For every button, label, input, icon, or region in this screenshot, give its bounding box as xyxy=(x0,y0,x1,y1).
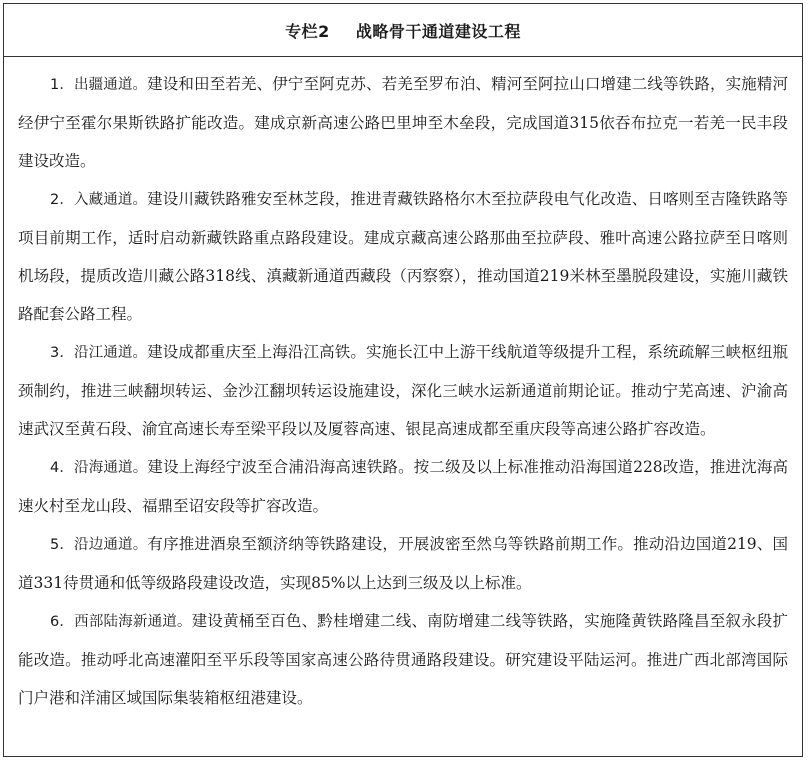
item-5 xyxy=(18,525,788,602)
item-3-text: 建设成都重庆至上海沿江高铁。实施长江中上游干线航道等级提升工程，系统疏解三峡枢纽瓶颈制约，推进三峡翻坝转运、金沙江翻坝转运设施建设，深化三峡水运新通道前期论证。推动宁芜高速、沪渝高速武汉至黄石段、渝宜高速长寿至梁平段以及厦蓉高速、银昆高速成都至重庆段等高速公路扩容改造。 xyxy=(18,343,788,438)
box-body xyxy=(4,57,802,717)
item-2-heading: 2．入藏通道。 xyxy=(50,192,148,208)
item-3 xyxy=(18,333,788,448)
box-label: 专栏2 xyxy=(285,21,330,41)
item-4-text: 建设上海经宁波至合浦沿海高速铁路。按二级及以上标准推动沿海国道228改造，推进沈海高速火村至龙山段、福鼎至诏安段等扩容改造。 xyxy=(18,458,788,515)
item-1 xyxy=(18,65,788,180)
item-2 xyxy=(18,180,788,333)
item-5-text: 有序推进酒泉至额济纳等铁路建设，开展波密至然乌等铁路前期工作。推动沿边国道219、国道331待贯通和低等级路段建设改造，实现85%以上达到三级及以上标准。 xyxy=(18,535,788,592)
item-2-text: 建设川藏铁路雅安至林芝段，推进青藏铁路格尔木至拉萨段电气化改造、日喀则至吉隆铁路等项目前期工作，适时启动新藏铁路重点路段建设。建成京藏高速公路那曲至拉萨段、雅叶高速公路拉萨至日喀则机场段，提质改造川藏公路318线、滇藏新通道西藏段（丙察察），推动国道219米林至墨脱段建设，实施川藏铁路配套公路工程。 xyxy=(18,190,788,323)
box-title-row xyxy=(4,4,802,57)
box-title: 战略骨干通道建设工程 xyxy=(355,21,521,41)
item-1-text: 建设和田至若羌、伊宁至阿克苏、若羌至罗布泊、精河至阿拉山口增建二线等铁路，实施精河经伊宁至霍尔果斯铁路扩能改造。建成京新高速公路巴里坤至木垒段，完成国道315依吞布拉克一若羌一民丰段建设改造。 xyxy=(18,75,788,170)
item-1-heading: 1．出疆通道。 xyxy=(50,77,148,93)
item-6 xyxy=(18,602,788,717)
item-4 xyxy=(18,448,788,525)
item-6-text: 建设黄桶至百色、黔桂增建二线、南防增建二线等铁路，实施隆黄铁路隆昌至叙永段扩能改造。推动呼北高速灌阳至平乐段等国家高速公路待贯通路段建设。研究建设平陆运河。推进广西北部湾国际门户港和洋浦区域国际集装箱枢纽港建设。 xyxy=(18,612,788,707)
item-5-heading: 5．沿边通道。 xyxy=(50,537,148,553)
item-3-heading: 3．沿江通道。 xyxy=(50,345,148,361)
item-6-heading: 6．西部陆海新通道。 xyxy=(50,614,192,630)
column-box xyxy=(3,3,803,757)
item-4-heading: 4．沿海通道。 xyxy=(50,460,148,476)
